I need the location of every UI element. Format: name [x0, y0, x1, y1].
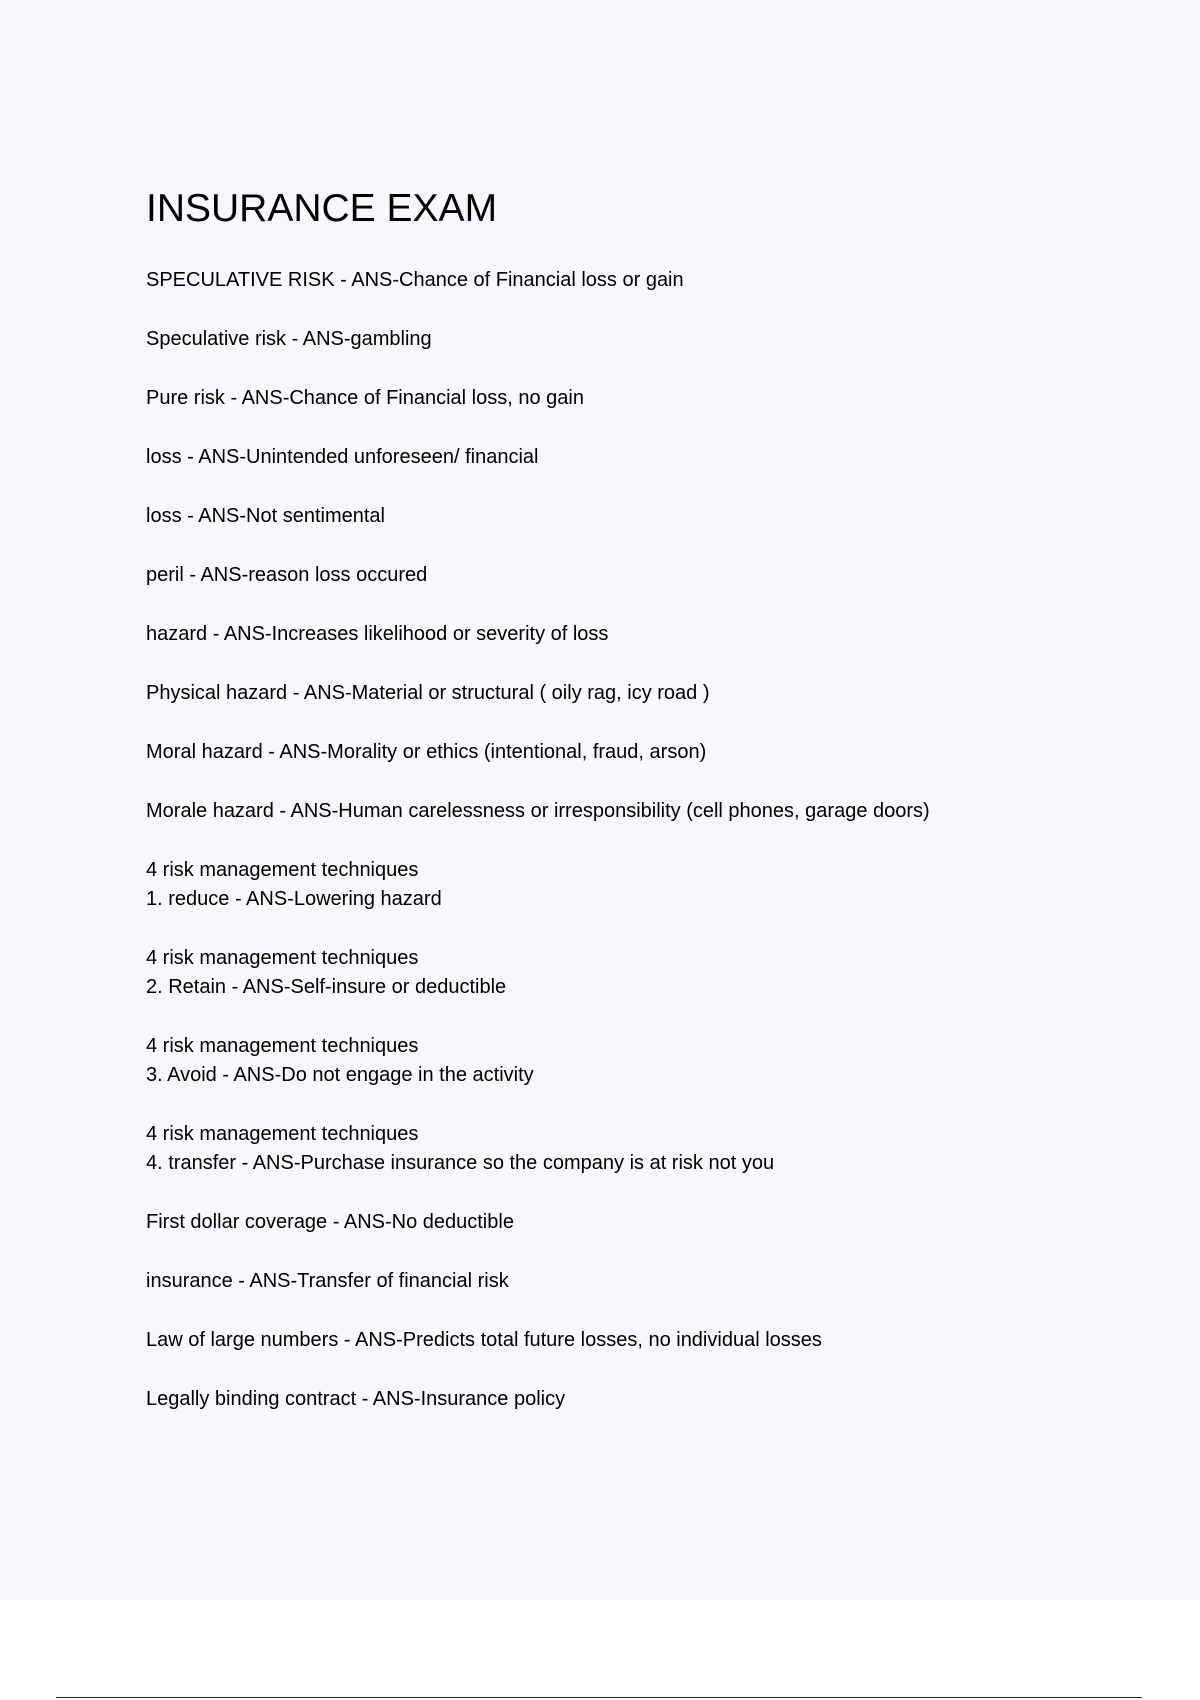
qa-list — [146, 266, 1146, 1414]
qa-text: Legally binding contract - ANS-Insurance policy — [146, 1388, 566, 1410]
qa-entry — [146, 1267, 1146, 1296]
qa-entry — [146, 738, 1146, 767]
qa-text: Pure risk - ANS-Chance of Financial loss, no gain — [146, 387, 584, 409]
qa-text: SPECULATIVE RISK - ANS-Chance of Financial loss or gain — [146, 269, 684, 291]
qa-entry — [146, 856, 1146, 914]
qa-text: Moral hazard - ANS-Morality or ethics (intentional, fraud, arson) — [146, 741, 707, 763]
qa-text: insurance - ANS-Transfer of financial risk — [146, 1270, 509, 1292]
qa-entry — [146, 443, 1146, 472]
qa-entry — [146, 620, 1146, 649]
qa-text: Law of large numbers - ANS-Predicts total future losses, no individual losses — [146, 1329, 822, 1351]
qa-entry — [146, 797, 1146, 826]
qa-topic: 4 risk management techniques — [146, 1035, 419, 1057]
qa-text: 1. reduce - ANS-Lowering hazard — [146, 888, 442, 910]
qa-text: Physical hazard - ANS-Material or structural ( oily rag, icy road ) — [146, 682, 710, 704]
qa-entry — [146, 1032, 1146, 1090]
qa-text: hazard - ANS-Increases likelihood or severity of loss — [146, 623, 609, 645]
qa-text: Morale hazard - ANS-Human carelessness or irresponsibility (cell phones, garage doors) — [146, 800, 930, 822]
qa-text: 2. Retain - ANS-Self-insure or deductible — [146, 976, 507, 998]
page-title: INSURANCE EXAM — [146, 187, 498, 230]
qa-entry — [146, 384, 1146, 413]
qa-entry — [146, 1326, 1146, 1355]
qa-entry — [146, 325, 1146, 354]
qa-entry — [146, 944, 1146, 1002]
qa-text: Speculative risk - ANS-gambling — [146, 328, 432, 350]
qa-entry — [146, 679, 1146, 708]
document-content — [146, 186, 1146, 1444]
qa-entry — [146, 1385, 1146, 1414]
qa-entry — [146, 502, 1146, 531]
qa-topic: 4 risk management techniques — [146, 1123, 419, 1145]
qa-text: loss - ANS-Not sentimental — [146, 505, 385, 527]
qa-entry — [146, 1120, 1146, 1178]
qa-topic: 4 risk management techniques — [146, 947, 419, 969]
qa-entry — [146, 266, 1146, 295]
qa-text: First dollar coverage - ANS-No deductible — [146, 1211, 514, 1233]
qa-text: 3. Avoid - ANS-Do not engage in the activity — [146, 1064, 534, 1086]
footer-divider — [56, 1697, 1142, 1698]
qa-topic: 4 risk management techniques — [146, 859, 419, 881]
qa-entry — [146, 1208, 1146, 1237]
qa-text: peril - ANS-reason loss occured — [146, 564, 428, 586]
qa-entry — [146, 561, 1146, 590]
qa-text: 4. transfer - ANS-Purchase insurance so the company is at risk not you — [146, 1152, 775, 1174]
qa-text: loss - ANS-Unintended unforeseen/ financial — [146, 446, 539, 468]
